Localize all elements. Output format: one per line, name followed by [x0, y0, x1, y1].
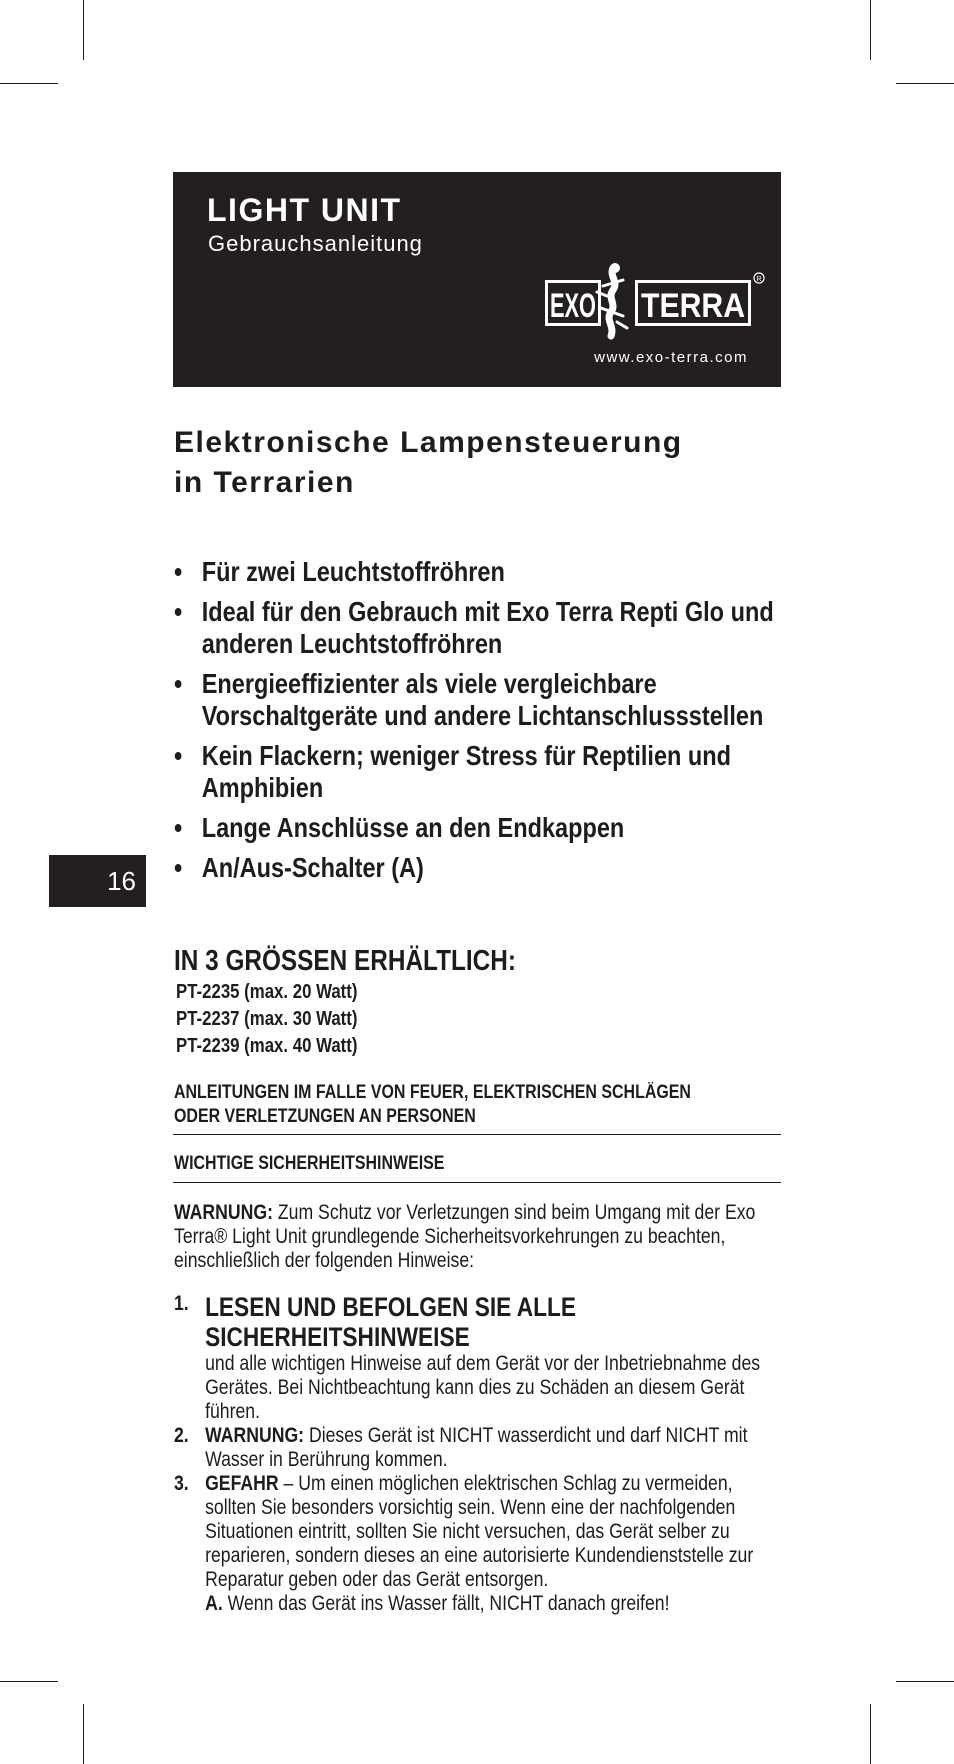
size-item: PT-2239 (max. 40 Watt): [176, 1035, 358, 1057]
warning-text: Zum Schutz vor Verletzungen sind beim Umgang mit der Exo Terra® Light Unit grundlegende Sicherheitsvorkehrungen zu beachten, einschließlich der folgenden Hinweise:: [174, 1201, 756, 1272]
svg-text:R: R: [756, 276, 762, 283]
divider: [173, 1182, 781, 1183]
exo-terra-logo: [543, 262, 769, 342]
crop-mark: [896, 83, 954, 84]
safety-heading: WICHTIGE SICHERHEITSHINWEISE: [174, 1153, 445, 1174]
list-item: • Lange Anschlüsse an den Endkappen: [174, 812, 625, 843]
page-number-tab: [49, 855, 146, 907]
banner-subtitle: Gebrauchsanleitung: [208, 231, 423, 256]
crop-mark: [83, 0, 84, 60]
divider: [173, 1134, 781, 1135]
list-item: 1. LESEN UND BEFOLGEN SIE ALLE SICHERHEITSHINWEISE und alle wichtigen Hinweise auf dem Gerät vor der Inbetriebnahme des Gerätes. Bei Nichtbeachtung kann dies zu Schäden an diesem Gerät führen.: [174, 1292, 779, 1424]
sub-point: A. Wenn das Gerät ins Wasser fällt, NICHT danach greifen!: [205, 1592, 670, 1615]
list-item: • Für zwei Leuchtstoffröhren: [174, 556, 505, 587]
list-item: • Kein Flackern; weniger Stress für Reptilien und Amphibien: [174, 740, 732, 803]
instruction-text: – Um einen möglichen elektrischen Schlag zu vermeiden, sollten Sie besonders vorsichtig sein. Wenn eine der nachfolgenden Situationen eintritt, sollten Sie nicht versuchen, das Gerät selber zu reparieren, sondern dieses an eine autorisierte Kundendienststelle zur Reparatur geben oder das Gerät entsorgen.: [205, 1472, 754, 1591]
list-item: 3. GEFAHR – Um einen möglichen elektrischen Schlag zu vermeiden, sollten Sie besonders vorsichtig sein. Wenn eine der nachfolgenden Situationen eintritt, sollten Sie nicht versuchen, das Gerät selber zu reparieren, sondern dieses an eine autorisierte Kundendienststelle zur Reparatur geben oder das Gerät entsorgen. A. Wenn das Gerät ins Wasser fällt, NICHT danach greifen!: [174, 1472, 779, 1616]
sizes-list: [176, 979, 392, 1060]
list-item: • An/Aus-Schalter (A): [174, 852, 424, 883]
crop-mark: [0, 83, 58, 84]
instructions-heading-line2: ODER VERLETZUNGEN AN PERSONEN: [174, 1106, 476, 1127]
crop-mark: [870, 1704, 871, 1764]
instruction-label: GEFAHR: [205, 1472, 279, 1495]
crop-mark: [0, 1681, 58, 1682]
list-item: 2. WARNUNG: Dieses Gerät ist NICHT wasserdicht und darf NICHT mit Wasser in Berührung kommen.: [174, 1424, 748, 1471]
instruction-text: Dieses Gerät ist NICHT wasserdicht und darf NICHT mit Wasser in Berührung kommen.: [205, 1424, 748, 1471]
crop-mark: [896, 1681, 954, 1682]
feature-list: [174, 556, 774, 892]
page-number: 16: [107, 866, 136, 896]
warning-label: WARNUNG:: [174, 1201, 273, 1224]
size-item: PT-2235 (max. 20 Watt): [176, 981, 358, 1003]
crop-mark: [870, 0, 871, 60]
list-item: • Ideal für den Gebrauch mit Exo Terra Repti Glo und anderen Leuchtstoffröhren: [174, 596, 774, 659]
title-banner: [173, 172, 781, 387]
svg-text:EXO: EXO: [550, 287, 596, 325]
svg-text:TERRA: TERRA: [641, 287, 745, 325]
instruction-text: und alle wichtigen Hinweise auf dem Gerät vor der Inbetriebnahme des Gerätes. Bei Nichtbeachtung kann dies zu Schäden an diesem Gerät führen.: [205, 1352, 761, 1423]
safety-instructions-list: [174, 1292, 779, 1616]
instruction-lead: LESEN UND BEFOLGEN SIE ALLE SICHERHEITSHINWEISE: [205, 1292, 576, 1352]
sizes-heading: IN 3 GRÖSSEN ERHÄLTLICH:: [174, 945, 516, 977]
instructions-heading-line1: ANLEITUNGEN IM FALLE VON FEUER, ELEKTRISCHEN SCHLÄGEN: [174, 1082, 691, 1103]
instruction-label: WARNUNG:: [205, 1424, 305, 1447]
size-item: PT-2237 (max. 30 Watt): [176, 1008, 358, 1030]
page-title: Elektronische Lampensteuerung in Terrarien: [174, 426, 683, 499]
warning-paragraph: [174, 1201, 779, 1273]
website-url: www.exo-terra.com: [594, 349, 748, 366]
crop-mark: [83, 1704, 84, 1764]
list-item: • Energieeffizienter als viele vergleichbare Vorschaltgeräte und andere Lichtanschlussstellen: [174, 668, 764, 731]
banner-title: LIGHT UNIT: [207, 192, 402, 228]
